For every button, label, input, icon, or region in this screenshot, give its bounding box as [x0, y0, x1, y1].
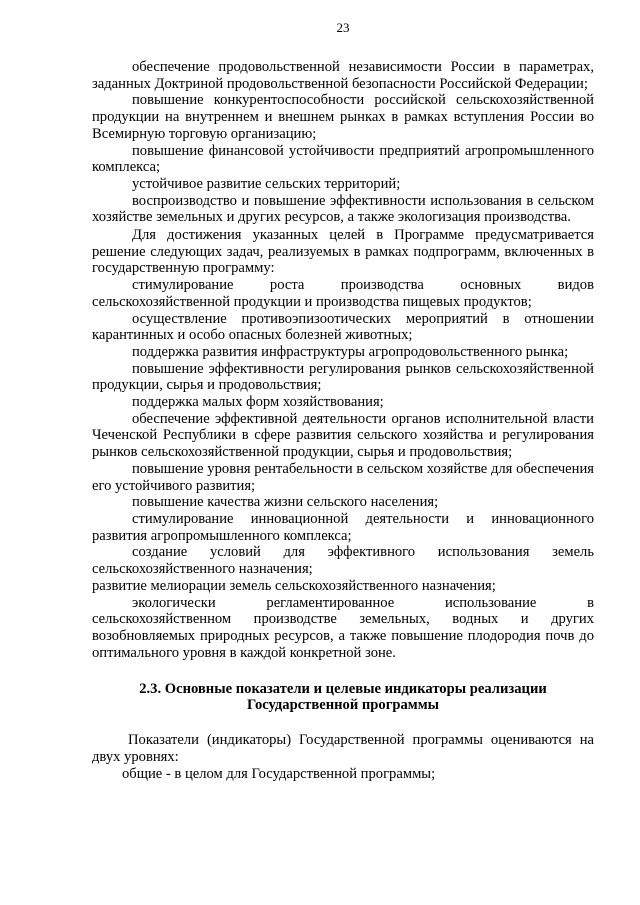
paragraph-market-infrastructure: поддержка развития инфраструктуры агропродовольственного рынка; — [132, 343, 569, 360]
document-page — [92, 20, 594, 782]
paragraph-profitability: повышение уровня рентабельности в сельском хозяйстве для обеспечения его устойчивого развития; — [92, 460, 594, 494]
paragraph-rural-development: устойчивое развитие сельских территорий; — [132, 175, 401, 192]
paragraph-antiepizootic-measures: осуществление противоэпизоотических мероприятий в отношении карантинных и особо опасных болезней животных; — [92, 310, 594, 344]
paragraph-rural-quality-of-life: повышение качества жизни сельского населения; — [132, 494, 439, 511]
paragraph-production-stimulation: стимулирование роста производства основных видов сельскохозяйственной продукции и производства пищевых продуктов; — [92, 277, 594, 310]
paragraph-food-independence: обеспечение продовольственной независимости России в параметрах, заданных Доктриной продовольственной безопасности Российской Федерации; — [92, 59, 594, 92]
paragraph-tasks-intro: Для достижения указанных целей в Программе предусматривается решение следующих задач, реализуемых в рамках подпрограмм, включенных в государственную программу: — [92, 227, 594, 277]
paragraph-competitiveness: повышение конкурентоспособности российской сельскохозяйственной продукции на внутреннем и внешнем рынках в рамках вступления России во Всемирную торговую организацию; — [92, 92, 594, 142]
paragraph-executive-authorities: обеспечение эффективной деятельности органов исполнительной власти Чеченской Республики в сфере развития сельского хозяйства и регулирования рынков сельскохозяйственной продукции, сырья и продовольствия; — [92, 410, 594, 461]
paragraph-land-melioration: развитие мелиорации земель сельскохозяйственного назначения; — [92, 577, 496, 594]
paragraph-ecological-use: экологически регламентированное использование в сельскохозяйственном производстве земельных, водных и других возобновляемых природных ресурсов, а также повышение плодородия почв до оптимального уровня в каждой конкретной зоне. — [92, 594, 594, 661]
paragraph-land-use-conditions: создание условий для эффективного использования земель сельскохозяйственного назначения; — [92, 544, 594, 578]
paragraph-market-regulation: повышение эффективности регулирования рынков сельскохозяйственной продукции, сырья и продовольствия; — [92, 360, 594, 394]
section-heading-line-2: Государственной программы — [246, 696, 440, 713]
paragraph-financial-stability: повышение финансовой устойчивости предприятий агропромышленного комплекса; — [92, 142, 594, 176]
tasks-list — [92, 277, 594, 661]
paragraph-innovation: стимулирование инновационной деятельности и инновационного развития агропромышленного комплекса; — [92, 510, 594, 544]
paragraph-small-farms: поддержка малых форм хозяйствования; — [132, 394, 384, 411]
paragraph-indicators-intro: Показатели (индикаторы) Государственной программы оцениваются на двух уровнях: — [92, 732, 594, 766]
section-heading-line-1: 2.3. Основные показатели и целевые индикаторы реализации — [139, 681, 547, 698]
paragraph-general-level: общие - в целом для Государственной программы; — [122, 765, 436, 782]
section-heading — [92, 682, 594, 713]
goals-list — [92, 59, 594, 226]
paragraph-resource-reproduction: воспроизводство и повышение эффективности использования в сельском хозяйстве земельных и других ресурсов, а также экологизация производства. — [92, 192, 594, 226]
page-number: 23 — [336, 20, 350, 35]
